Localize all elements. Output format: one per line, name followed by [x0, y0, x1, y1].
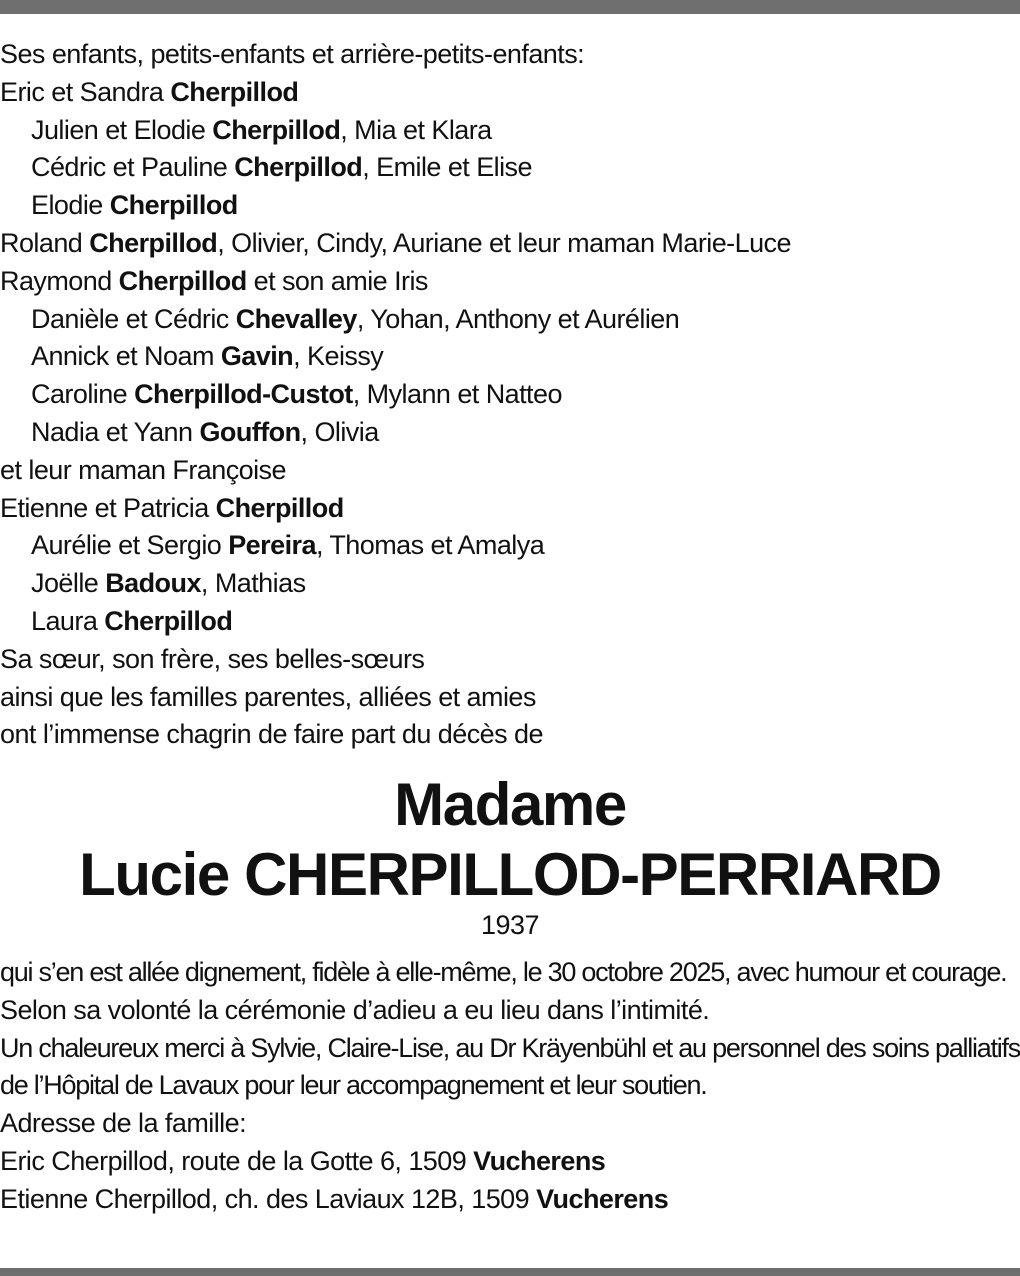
family-surname: Cherpillod	[234, 152, 363, 183]
family-line-text: , Mylann et Natteo	[352, 379, 562, 410]
family-line	[0, 301, 1016, 339]
address-street: Eric Cherpillod, route de la Gotte 6, 1509	[0, 1145, 474, 1176]
family-line-text: Danièle et Cédric	[31, 303, 236, 334]
family-line	[0, 74, 1016, 112]
family-surname: Cherpillod	[215, 492, 344, 523]
family-line	[0, 716, 1016, 754]
family-line-text: , Olivier, Cindy, Auriane et leur maman Marie-Luce	[217, 227, 791, 258]
family-line	[0, 490, 1016, 528]
family-line-text: Laura	[31, 605, 105, 636]
family-line-text: , Mia et Klara	[340, 114, 492, 145]
family-surname: Cherpillod	[212, 114, 341, 145]
address-label: Adresse de la famille:	[0, 1108, 247, 1139]
family-line	[0, 112, 1016, 150]
family-line	[0, 565, 1016, 603]
top-divider	[0, 0, 1020, 14]
deceased-salutation: Madame	[394, 771, 626, 838]
family-surname: Cherpillod	[109, 190, 238, 221]
family-line	[0, 187, 1016, 225]
closing-text	[0, 954, 1020, 1219]
family-line	[0, 527, 1016, 565]
family-line-text: , Mathias	[200, 568, 306, 599]
family-line	[0, 225, 1016, 263]
family-surname: Cherpillod	[104, 605, 233, 636]
address-town: Vucherens	[536, 1183, 669, 1214]
family-surname: Pereira	[228, 530, 316, 561]
passing-text: qui s’en est allée dignement, fidèle à elle-même, le 30 octobre 2025, avec humour et courage.	[0, 957, 1007, 987]
bottom-divider	[0, 1268, 1020, 1276]
address-line	[0, 1181, 1020, 1219]
family-line-text: Sa sœur, son frère, ses belles-sœurs	[0, 643, 425, 674]
family-surname: Gavin	[220, 341, 294, 372]
family-surname: Gouffon	[199, 416, 301, 447]
family-line	[0, 452, 1016, 490]
family-line-text: , Yohan, Anthony et Aurélien	[356, 303, 680, 334]
family-line-text: , Keissy	[293, 341, 384, 372]
family-line-text: ont l’immense chagrin de faire part du décès de	[0, 719, 543, 750]
family-line-text: ainsi que les familles parentes, alliées et amies	[0, 681, 536, 712]
family-line-text: Elodie	[31, 190, 110, 221]
family-line	[0, 603, 1016, 641]
family-line-text: Eric et Sandra	[0, 76, 171, 107]
family-line	[0, 376, 1016, 414]
family-line-text: Cédric et Pauline	[31, 152, 235, 183]
family-lines	[0, 74, 1016, 754]
family-list	[0, 36, 1016, 754]
family-surname: Cherpillod	[118, 265, 247, 296]
family-line-text: Joëlle	[31, 568, 106, 599]
thanks-text: Un chaleureux merci à Sylvie, Claire-Lise, au Dr Kräyenbühl et au personnel des soins palliatifs de l’Hôpital de Lavaux pour leur accompagnement et leur soutien.	[0, 1032, 1020, 1101]
family-line-text: , Thomas et Amalya	[315, 530, 545, 561]
family-line	[0, 149, 1016, 187]
deceased-name: Lucie CHERPILLOD-PERRIARD	[79, 841, 941, 908]
address-town: Vucherens	[473, 1145, 606, 1176]
family-line	[0, 338, 1016, 376]
family-surname: Cherpillod	[89, 227, 218, 258]
family-line	[0, 641, 1016, 679]
family-line-text: Raymond	[0, 265, 119, 296]
family-line	[0, 263, 1016, 301]
address-line	[0, 1143, 1020, 1181]
ceremony-text: Selon sa volonté la cérémonie d’adieu a eu lieu dans l’intimité.	[0, 994, 710, 1025]
family-line-text: Etienne et Patricia	[0, 492, 216, 523]
address-street: Etienne Cherpillod, ch. des Laviaux 12B, 1509	[0, 1183, 537, 1214]
family-line-text: Caroline	[31, 379, 135, 410]
family-line-text: Annick et Noam	[31, 341, 221, 372]
family-surname: Chevalley	[235, 303, 357, 334]
deceased-block	[0, 770, 1020, 940]
family-line-text: Julien et Elodie	[31, 114, 213, 145]
family-line-text: , Olivia	[300, 416, 379, 447]
family-surname: Badoux	[105, 568, 201, 599]
family-line-text: Nadia et Yann	[31, 416, 200, 447]
family-line-text: et son amie Iris	[246, 265, 428, 296]
family-line	[0, 679, 1016, 717]
family-line	[0, 414, 1016, 452]
family-intro: Ses enfants, petits-enfants et arrière-petits-enfants:	[0, 39, 585, 69]
deceased-birth-year: 1937	[480, 910, 540, 940]
family-line-text: Roland	[0, 227, 90, 258]
family-line-text: et leur maman Françoise	[0, 454, 286, 485]
family-surname: Cherpillod-Custot	[134, 379, 353, 410]
family-line-text: , Emile et Elise	[362, 152, 532, 183]
family-line-text: Aurélie et Sergio	[31, 530, 229, 561]
family-surname: Cherpillod	[170, 76, 299, 107]
